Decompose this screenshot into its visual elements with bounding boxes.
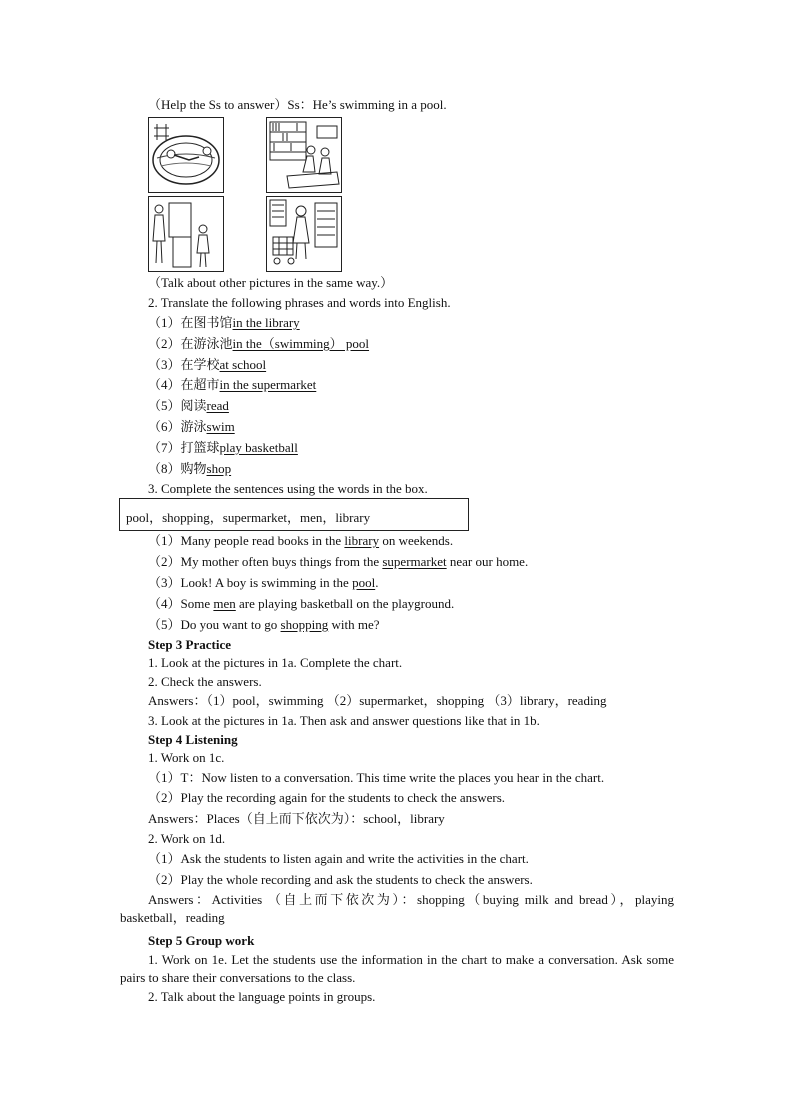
translate-item: （4）在超市in the supermarket: [148, 377, 317, 392]
sentence-item: （2）My mother often buys things from the supermarket near our home.: [148, 554, 529, 569]
step5-line: 2. Talk about the language points in groups.: [148, 989, 376, 1004]
pool-picture-icon: [148, 117, 224, 193]
supermarket-picture-icon: [266, 196, 342, 272]
translate-item: （6）游泳swim: [148, 419, 235, 434]
step4-line: 1. Work on 1c.: [148, 750, 225, 765]
task2-title: 2. Translate the following phrases and words into English.: [148, 295, 451, 310]
library-picture-icon: [266, 117, 342, 193]
step5-heading: Step 5 Group work: [148, 933, 255, 948]
word-box-text: pool，shopping，supermarket，men，library: [126, 510, 371, 525]
step3-heading: Step 3 Practice: [148, 637, 232, 652]
step3-line: 3. Look at the pictures in 1a. Then ask and answer questions like that in 1b.: [148, 713, 540, 728]
translate-item: （1）在图书馆in the library: [148, 315, 300, 330]
translate-item: （8）购物shop: [148, 461, 232, 476]
sentence-item: （3）Look! A boy is swimming in the pool.: [148, 575, 379, 590]
task3-title: 3. Complete the sentences using the words in the box.: [148, 481, 428, 496]
word-box: [119, 498, 469, 531]
step3-answers: Answers：（1）pool，swimming （2）supermarket，shopping （3）library，reading: [148, 693, 607, 708]
sentence-item: （1）Many people read books in the library on weekends.: [148, 533, 454, 548]
step4-line: （2）Play the whole recording and ask the students to check the answers.: [148, 872, 533, 887]
step4-line: （1）Ask the students to listen again and write the activities in the chart.: [148, 851, 529, 866]
translate-item: （5）阅读read: [148, 398, 229, 413]
step4-answers: Answers：Places（自上而下依次为）：school，library: [148, 811, 445, 826]
school-picture-icon: [148, 196, 224, 272]
sentence-item: （5）Do you want to go shopping with me?: [148, 617, 380, 632]
step3-line: 1. Look at the pictures in 1a. Complete the chart.: [148, 655, 403, 670]
step5-paragraph: 1. Work on 1e. Let the students use the information in the chart to make a conversation. Ask some pairs to share their conversations to the class.: [120, 952, 674, 985]
translate-item: （2）在游泳池in the（swimming） pool: [148, 336, 370, 351]
translate-item: （3）在学校at school: [148, 357, 267, 372]
step3-line: 2. Check the answers.: [148, 674, 262, 689]
step4-answers-activities: Answers：Activities （自上而下依次为）：shopping（buying milk and bread），playing basketball，reading: [120, 892, 674, 925]
talk-other-line: （Talk about other pictures in the same way.）: [148, 275, 394, 290]
step4-line: （1）T：Now listen to a conversation. This time write the places you hear in the chart.: [148, 770, 605, 785]
step4-line: （2）Play the recording again for the students to check the answers.: [148, 790, 506, 805]
sentence-item: （4）Some men are playing basketball on the playground.: [148, 596, 455, 611]
translate-item: （7）打篮球play basketball: [148, 440, 298, 455]
intro-line: （Help the Ss to answer）Ss：He’s swimming in a pool.: [148, 97, 447, 112]
step4-line: 2. Work on 1d.: [148, 831, 226, 846]
step4-heading: Step 4 Listening: [148, 732, 238, 747]
